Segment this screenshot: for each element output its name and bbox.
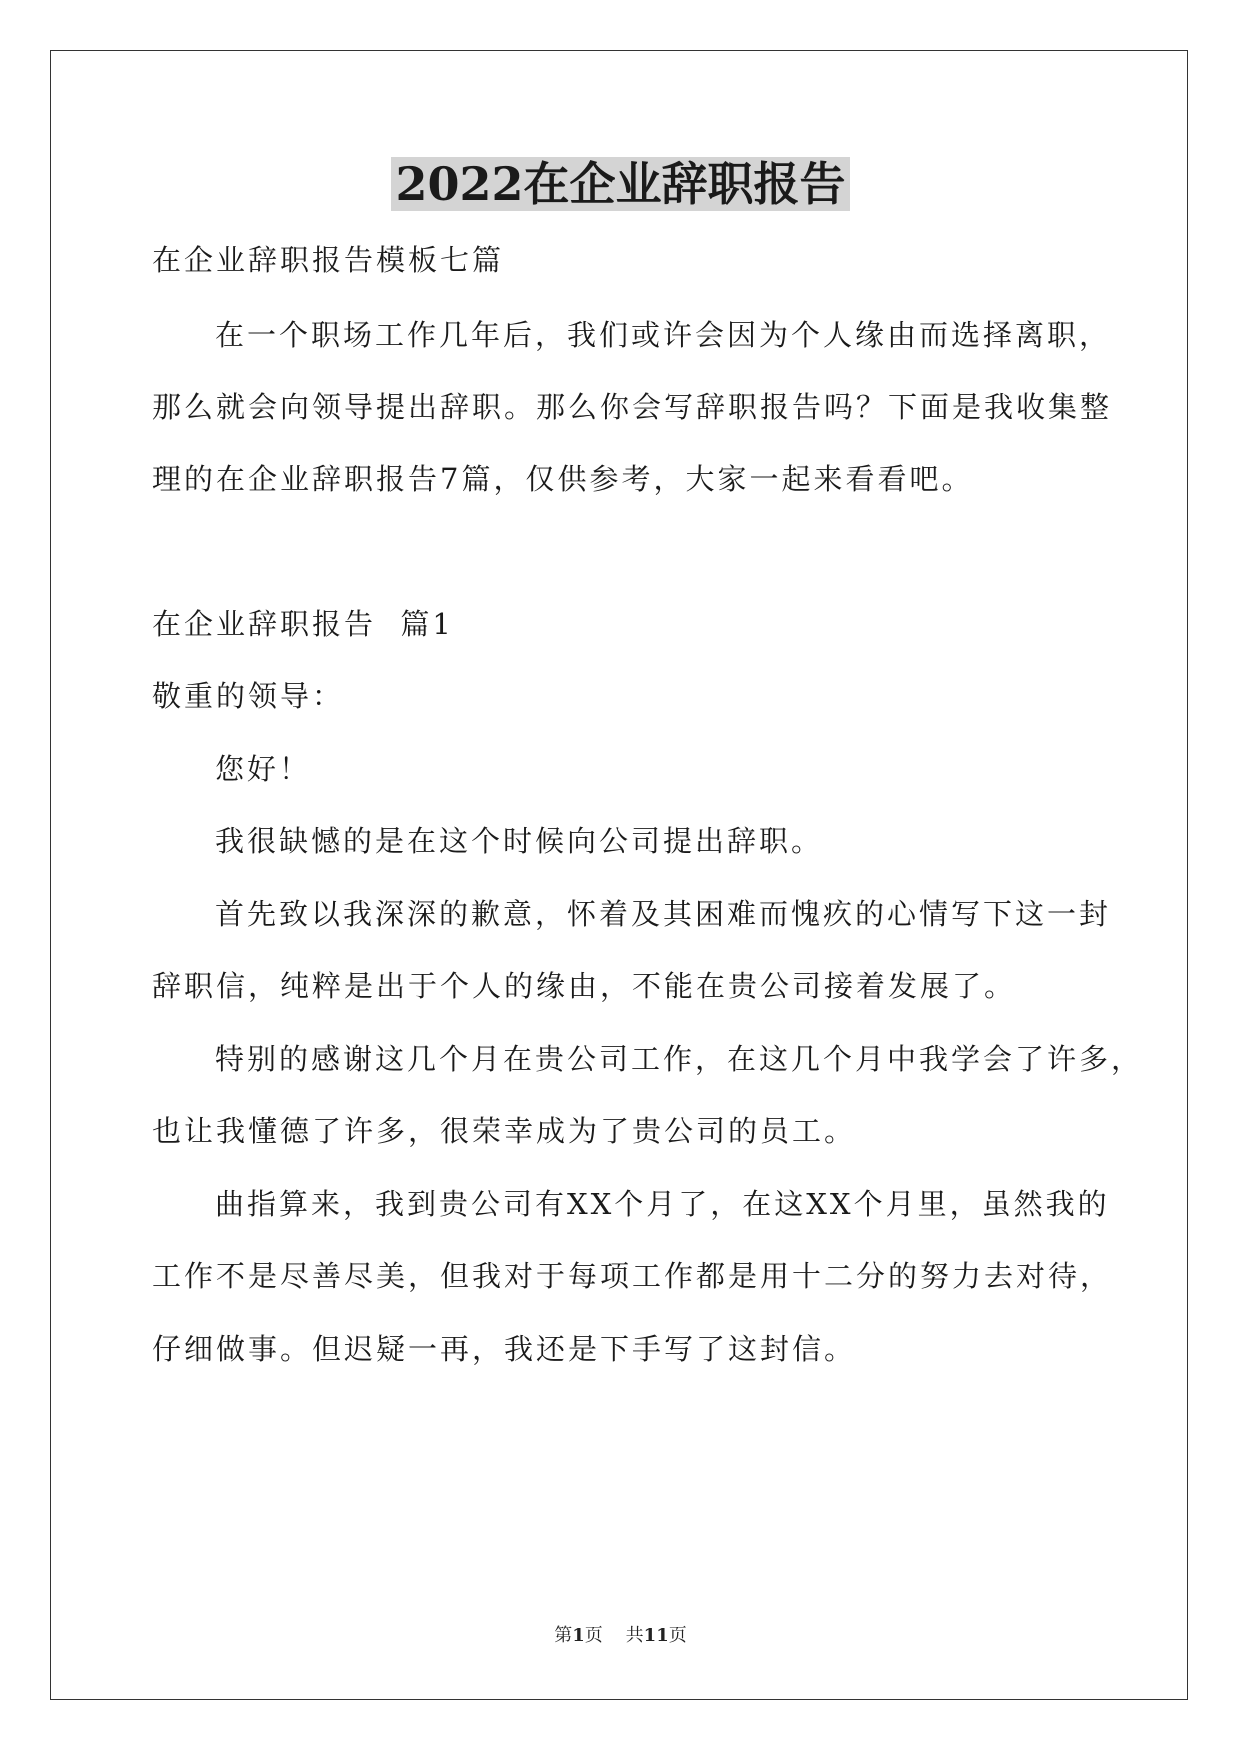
page-footer bbox=[0, 1624, 1241, 1648]
body-line-6: 曲指算来，我到贵公司有XX个月了，在这XX个月里，虽然我的 bbox=[215, 1187, 1110, 1221]
body-line-4: 特别的感谢这几个月在贵公司工作，在这几个月中我学会了许多， bbox=[215, 1042, 1144, 1076]
footer-total-pages: 11 bbox=[643, 1625, 669, 1646]
salutation: 敬重的领导： bbox=[152, 679, 345, 713]
page-border bbox=[50, 50, 1188, 1700]
footer-total-suffix: 页 bbox=[668, 1625, 687, 1646]
body-line-8: 仔细做事。但迟疑一再，我还是下手写了这封信。 bbox=[152, 1332, 857, 1366]
intro-line-2: 那么就会向领导提出辞职。那么你会写辞职报告吗？下面是我收集整 bbox=[152, 390, 1113, 424]
body-line-2: 首先致以我深深的歉意，怀着及其困难而愧疚的心情写下这一封 bbox=[215, 897, 1112, 931]
document-subtitle: 在企业辞职报告模板七篇 bbox=[152, 243, 505, 277]
document-title bbox=[0, 155, 1241, 213]
body-line-7: 工作不是尽善尽美，但我对于每项工作都是用十二分的努力去对待， bbox=[152, 1259, 1113, 1293]
footer-page-prefix: 第 bbox=[554, 1625, 573, 1646]
footer-total-prefix: 共 bbox=[625, 1625, 644, 1646]
body-line-1: 我很缺憾的是在这个时候向公司提出辞职。 bbox=[215, 824, 824, 858]
section-heading: 在企业辞职报告 篇1 bbox=[152, 607, 454, 641]
document-title-text: 2022在企业辞职报告 bbox=[391, 157, 849, 211]
footer-page-suffix: 页 bbox=[584, 1625, 603, 1646]
greeting: 您好！ bbox=[215, 752, 312, 786]
intro-line-1: 在一个职场工作几年后，我们或许会因为个人缘由而选择离职， bbox=[215, 318, 1112, 352]
body-line-5: 也让我懂德了许多，很荣幸成为了贵公司的员工。 bbox=[152, 1114, 857, 1148]
intro-line-3: 理的在企业辞职报告7篇，仅供参考，大家一起来看看吧。 bbox=[152, 462, 974, 496]
body-line-3: 辞职信，纯粹是出于个人的缘由，不能在贵公司接着发展了。 bbox=[152, 969, 1017, 1003]
footer-page-number: 1 bbox=[572, 1625, 585, 1646]
